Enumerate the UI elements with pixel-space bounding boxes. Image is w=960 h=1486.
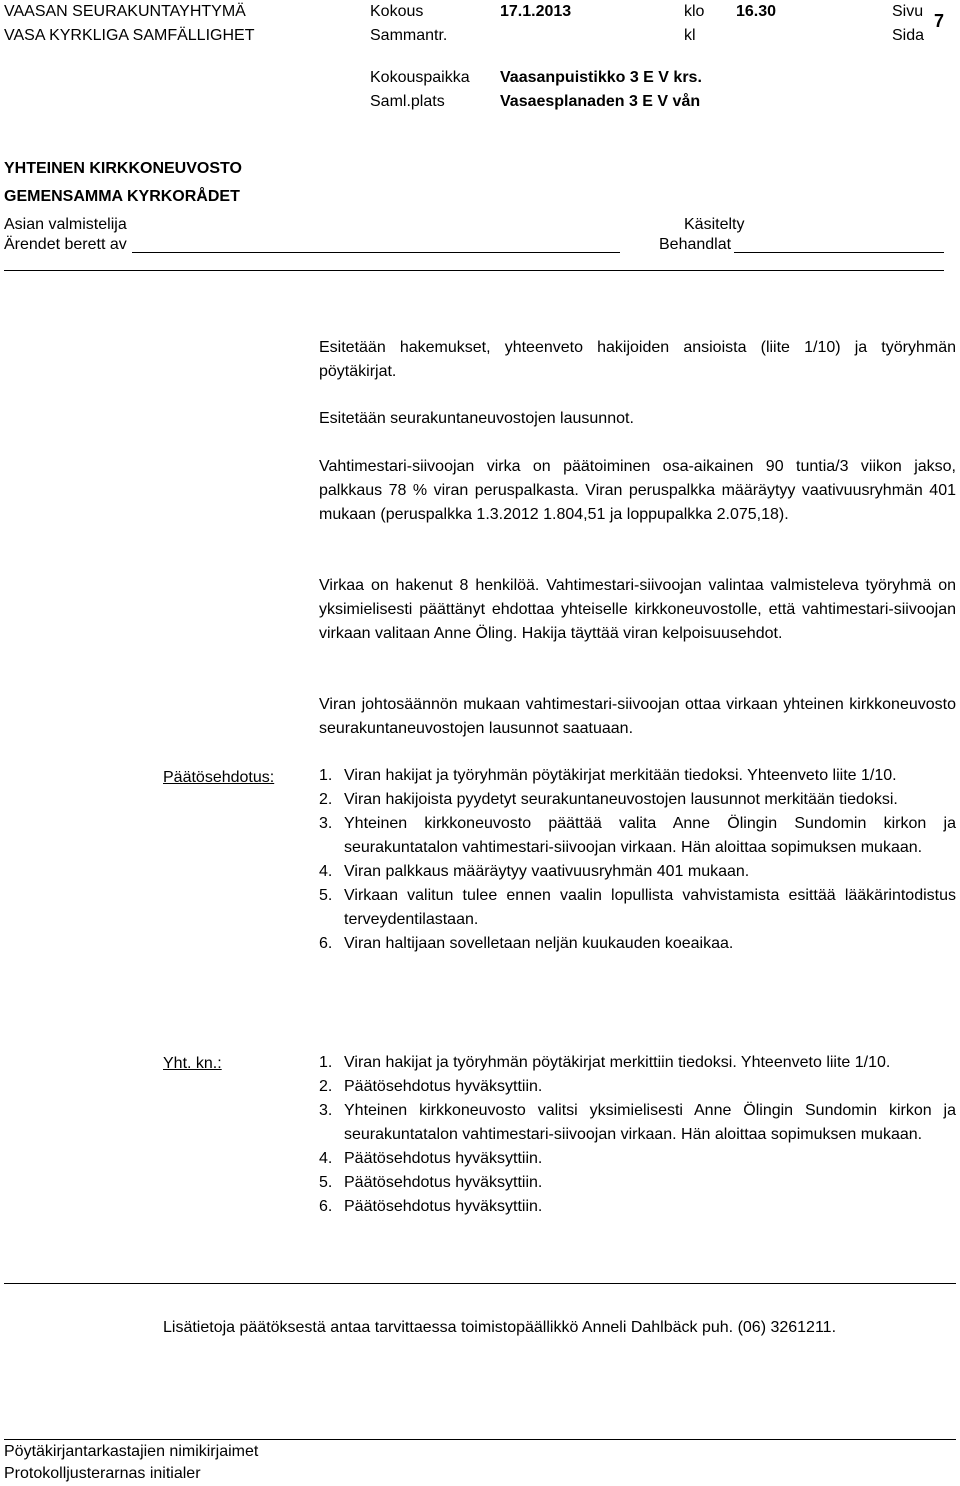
list-item: 2. Viran hakijoista pyydetyt seurakuntaneuvostojen lausunnot merkitään tiedoksi. — [319, 791, 898, 808]
contact-info: Lisätietoja päätöksestä antaa tarvittaessa toimistopäällikkö Anneli Dahlbäck puh. (06) 3261211. — [163, 1319, 837, 1336]
list-item: 2. Päätösehdotus hyväksyttiin. — [319, 1078, 543, 1095]
paragraph-applicants: Virkaa on hakenut 8 henkilöä. Vahtimestari-siivoojan valintaa valmisteleva työryhmä on yksimielisesti päättänyt ehdottaa yhteiselle kirkkoneuvostolle, että vahtimestari-siivoojan virkaan valitaan Anne Öling. Hakija täyttää viran kelpoisuusehdot. — [319, 577, 956, 642]
meeting-label-fi: Kokous — [370, 3, 424, 20]
proposal-label: Päätösehdotus: — [163, 769, 275, 786]
council-name-fi: YHTEINEN KIRKKONEUVOSTO — [4, 160, 242, 177]
list-item: 5. Päätösehdotus hyväksyttiin. — [319, 1174, 543, 1191]
handled-label-sv: Behandlat — [659, 236, 732, 253]
org-name-fi: VAASAN SEURAKUNTAYHTYMÄ — [4, 3, 246, 20]
list-item: 4. Päätösehdotus hyväksyttiin. — [319, 1150, 543, 1167]
org-name-sv: VASA KYRKLIGA SAMFÄLLIGHET — [4, 27, 255, 44]
list-item: 6. Viran haltijaan sovelletaan neljän kuukauden koeaikaa. — [319, 935, 734, 952]
footer-initials-fi: Pöytäkirjantarkastajien nimikirjaimet — [4, 1443, 259, 1460]
paragraph-position-details: Vahtimestari-siivoojan virka on päätoiminen osa-aikainen 90 tuntia/3 viikon jakso, palkkaus 78 % viran peruspalkasta. Viran peruspalkka määräytyy vaativuusryhmän 401 mukaan (peruspalkka 1.3.2012 1.804,51 ja loppupalkka 2.075,18). — [319, 458, 956, 523]
paragraph-attachments: Esitetään hakemukset, yhteenveto hakijoiden ansioista (liite 1/10) ja työryhmän pöytäkirjat. — [319, 339, 956, 380]
time-label-sv: kl — [684, 27, 696, 44]
footer-initials-sv: Protokolljusterarnas initialer — [4, 1465, 201, 1482]
handled-label-fi: Käsitelty — [684, 216, 745, 233]
meeting-label-sv: Sammantr. — [370, 27, 448, 44]
list-item: 5. Virkaan valitun tulee ennen vaalin lopullista vahvistamista esittää lääkärintodistus terveydentilastaan. — [319, 887, 956, 928]
list-item: 1. Viran hakijat ja työryhmän pöytäkirjat merkitään tiedoksi. Yhteenveto liite 1/10. — [319, 767, 897, 784]
paragraph-statements: Esitetään seurakuntaneuvostojen lausunnot. — [319, 410, 634, 427]
preparer-label-sv: Ärendet berett av — [4, 236, 127, 253]
venue-fi: Vaasanpuistikko 3 E V krs. — [500, 69, 702, 86]
page-label-fi: Sivu — [892, 3, 924, 20]
time-label-fi: klo — [684, 3, 705, 20]
meeting-time: 16.30 — [736, 3, 777, 20]
page-number: 7 — [934, 11, 945, 31]
handled-line — [734, 252, 944, 253]
list-item: 3. Yhteinen kirkkoneuvosto päättää valita Anne Ölingin Sundomin kirkon ja seurakuntatalon vahtimestari-siivoojan virkaan. Hän aloittaa sopimuksen mukaan. — [319, 815, 956, 856]
decision-label: Yht. kn.: — [163, 1055, 222, 1072]
info-divider — [4, 1283, 956, 1284]
paragraph-regulations: Viran johtosäännön mukaan vahtimestari-siivoojan ottaa virkaan yhteinen kirkkoneuvosto seurakuntaneuvostojen lausunnot saatuaan. — [319, 696, 956, 737]
list-item: 4. Viran palkkaus määräytyy vaativuusryhmän 401 mukaan. — [319, 863, 750, 880]
meeting-date: 17.1.2013 — [500, 3, 572, 20]
preparer-label-fi: Asian valmistelija — [4, 216, 127, 233]
venue-label-sv: Saml.plats — [370, 93, 445, 110]
list-item: 1. Viran hakijat ja työryhmän pöytäkirjat merkittiin tiedoksi. Yhteenveto liite 1/10. — [319, 1054, 891, 1071]
decision-list — [319, 1051, 956, 1219]
venue-sv: Vasaesplanaden 3 E V vån — [500, 93, 701, 110]
proposal-list — [319, 764, 956, 956]
list-item: 6. Päätösehdotus hyväksyttiin. — [319, 1198, 543, 1215]
council-name-sv: GEMENSAMMA KYRKORÅDET — [4, 188, 240, 205]
header-divider — [4, 270, 944, 271]
list-item: 3. Yhteinen kirkkoneuvosto valitsi yksimielisesti Anne Ölingin Sundomin kirkon ja seurakuntatalon vahtimestari-siivoojan virkaan. Hän aloittaa sopimuksen mukaan. — [319, 1102, 956, 1143]
page-label-sv: Sida — [892, 27, 925, 44]
venue-label-fi: Kokouspaikka — [370, 69, 470, 86]
footer-divider — [4, 1439, 956, 1440]
preparer-line — [132, 252, 620, 253]
